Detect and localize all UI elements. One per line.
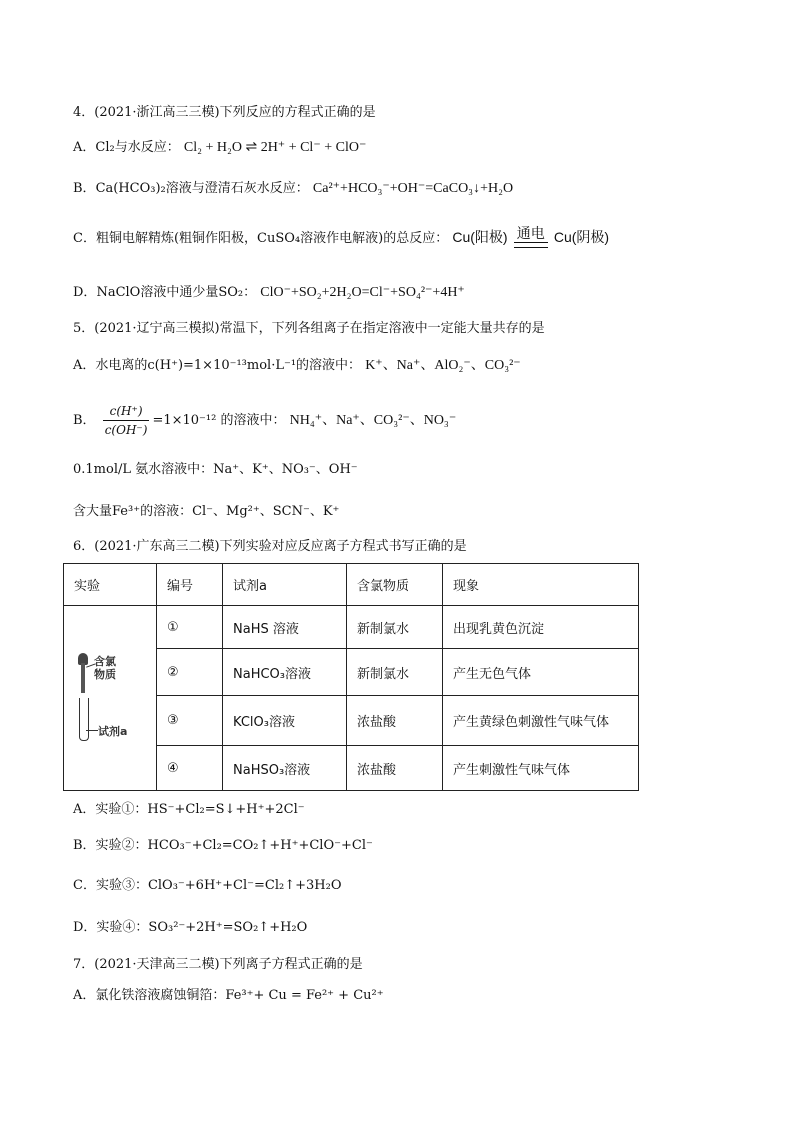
ion-list: NH₄⁺、Na⁺、CO₃²⁻、NO₃⁻ (289, 413, 457, 428)
q5-option-c[interactable]: 0.1mol/L 氨水溶液中：Na⁺、K⁺、NO₃⁻、OH⁻ (73, 462, 358, 477)
q5-option-a[interactable] (73, 357, 521, 375)
option-label: A． (73, 358, 96, 373)
table-header: 现象 (443, 564, 639, 606)
table-cell: NaHSO₃溶液 (223, 746, 347, 791)
electrolysis-arrow (514, 226, 548, 248)
apparatus-label-top: 含氯物质 (94, 655, 116, 681)
table-cell: NaHCO₃溶液 (223, 649, 347, 696)
q5-stem: 5．(2021·辽宁高三模拟)常温下，下列各组离子在指定溶液中一定能大量共存的是 (73, 321, 545, 336)
table-cell: KClO₃溶液 (223, 696, 347, 746)
equation: ClO⁻+SO₂+2H₂O=Cl⁻+SO₄²⁻+4H⁺ (260, 285, 465, 300)
equation: Cl₂ + H₂O ⇌ 2H⁺ + Cl⁻ + ClO⁻ (183, 140, 367, 155)
condition-label: 通电 (516, 226, 545, 242)
table-cell: 产生无色气体 (443, 649, 639, 696)
dropper-icon (81, 663, 85, 693)
q6-option-a[interactable]: A．实验①：HS⁻+Cl₂=S↓+H⁺+2Cl⁻ (73, 802, 305, 817)
table-cell: 浓盐酸 (347, 696, 443, 746)
option-text: 水电离的c(H⁺)=1×10⁻¹³mol·L⁻¹的溶液中： (95, 358, 362, 373)
q7-stem: 7．(2021·天津高三二模)下列离子方程式正确的是 (73, 957, 363, 972)
table-header-row (64, 564, 639, 606)
option-text: Cl₂与水反应： (95, 140, 180, 155)
option-label: B． (73, 181, 96, 196)
anode-label: Cu(阳极) (452, 229, 508, 245)
option-text: NaClO溶液中通少量SO₂： (96, 285, 257, 300)
table-cell: ④ (157, 746, 223, 791)
option-label: A． (73, 140, 96, 155)
option-label: B． (73, 413, 96, 428)
ion-list: K⁺、Na⁺、AlO₂⁻、CO₃²⁻ (365, 358, 521, 373)
apparatus-cell (64, 606, 157, 791)
q4-option-b[interactable] (73, 180, 513, 198)
table-cell: 新制氯水 (347, 649, 443, 696)
table-cell: ① (157, 606, 223, 649)
concentration-ratio (103, 402, 150, 439)
option-text: Ca(HCO₃)₂溶液与澄清石灰水反应： (95, 181, 309, 196)
equals-bar (514, 242, 548, 248)
option-label: C． (73, 231, 96, 246)
table-header: 实验 (64, 564, 157, 606)
table-cell: NaHS 溶液 (223, 606, 347, 649)
table-cell: ③ (157, 696, 223, 746)
apparatus-label-bottom: 试剂a (98, 725, 128, 738)
equation: Ca²⁺+HCO₃⁻+OH⁻=CaCO₃↓+H₂O (312, 181, 514, 196)
table-cell: 产生黄绿色刺激性气味气体 (443, 696, 639, 746)
q4-stem: 4．(2021·浙江高三三模)下列反应的方程式正确的是 (73, 105, 376, 120)
apparatus-diagram (64, 613, 156, 783)
q4-option-c[interactable] (73, 226, 609, 248)
q4-option-a[interactable] (73, 139, 366, 157)
q6-option-d[interactable]: D．实验④：SO₃²⁻+2H⁺=SO₂↑+H₂O (73, 920, 308, 935)
experiment-table (63, 563, 639, 791)
table-cell: 出现乳黄色沉淀 (443, 606, 639, 649)
q4-option-d[interactable] (73, 284, 465, 302)
table-cell: ② (157, 649, 223, 696)
ratio-denominator: c(OH⁻) (104, 423, 148, 437)
test-tube-icon (79, 698, 89, 741)
table-cell: 产生刺激性气味气体 (443, 746, 639, 791)
option-label: D． (73, 285, 97, 300)
table-header: 含氯物质 (347, 564, 443, 606)
table-cell: 新制氯水 (347, 606, 443, 649)
ratio-numerator: c(H⁺) (103, 402, 150, 421)
q5-option-b[interactable] (73, 402, 456, 439)
option-text: =1×10⁻¹² 的溶液中： (152, 413, 286, 428)
q6-stem: 6．(2021·广东高三二模)下列实验对应反应离子方程式书写正确的是 (73, 539, 467, 554)
q5-option-d[interactable]: 含大量Fe³⁺的溶液：Cl⁻、Mg²⁺、SCN⁻、K⁺ (73, 504, 340, 519)
table-cell: 浓盐酸 (347, 746, 443, 791)
option-text: 粗铜电解精炼(粗铜作阳极，CuSO₄溶液作电解液)的总反应： (95, 231, 449, 246)
q6-option-b[interactable]: B．实验②：HCO₃⁻+Cl₂=CO₂↑+H⁺+ClO⁻+Cl⁻ (73, 838, 373, 853)
q6-option-c[interactable]: C．实验③：ClO₃⁻+6H⁺+Cl⁻=Cl₂↑+3H₂O (73, 878, 342, 893)
q7-option-a[interactable]: A．氯化铁溶液腐蚀铜箔：Fe³⁺+ Cu = Fe²⁺ + Cu²⁺ (73, 988, 384, 1003)
cathode-label: Cu(阴极) (553, 229, 610, 245)
table-header: 试剂a (223, 564, 347, 606)
leader-line (86, 730, 98, 731)
table-row (64, 606, 639, 649)
table-header: 编号 (157, 564, 223, 606)
